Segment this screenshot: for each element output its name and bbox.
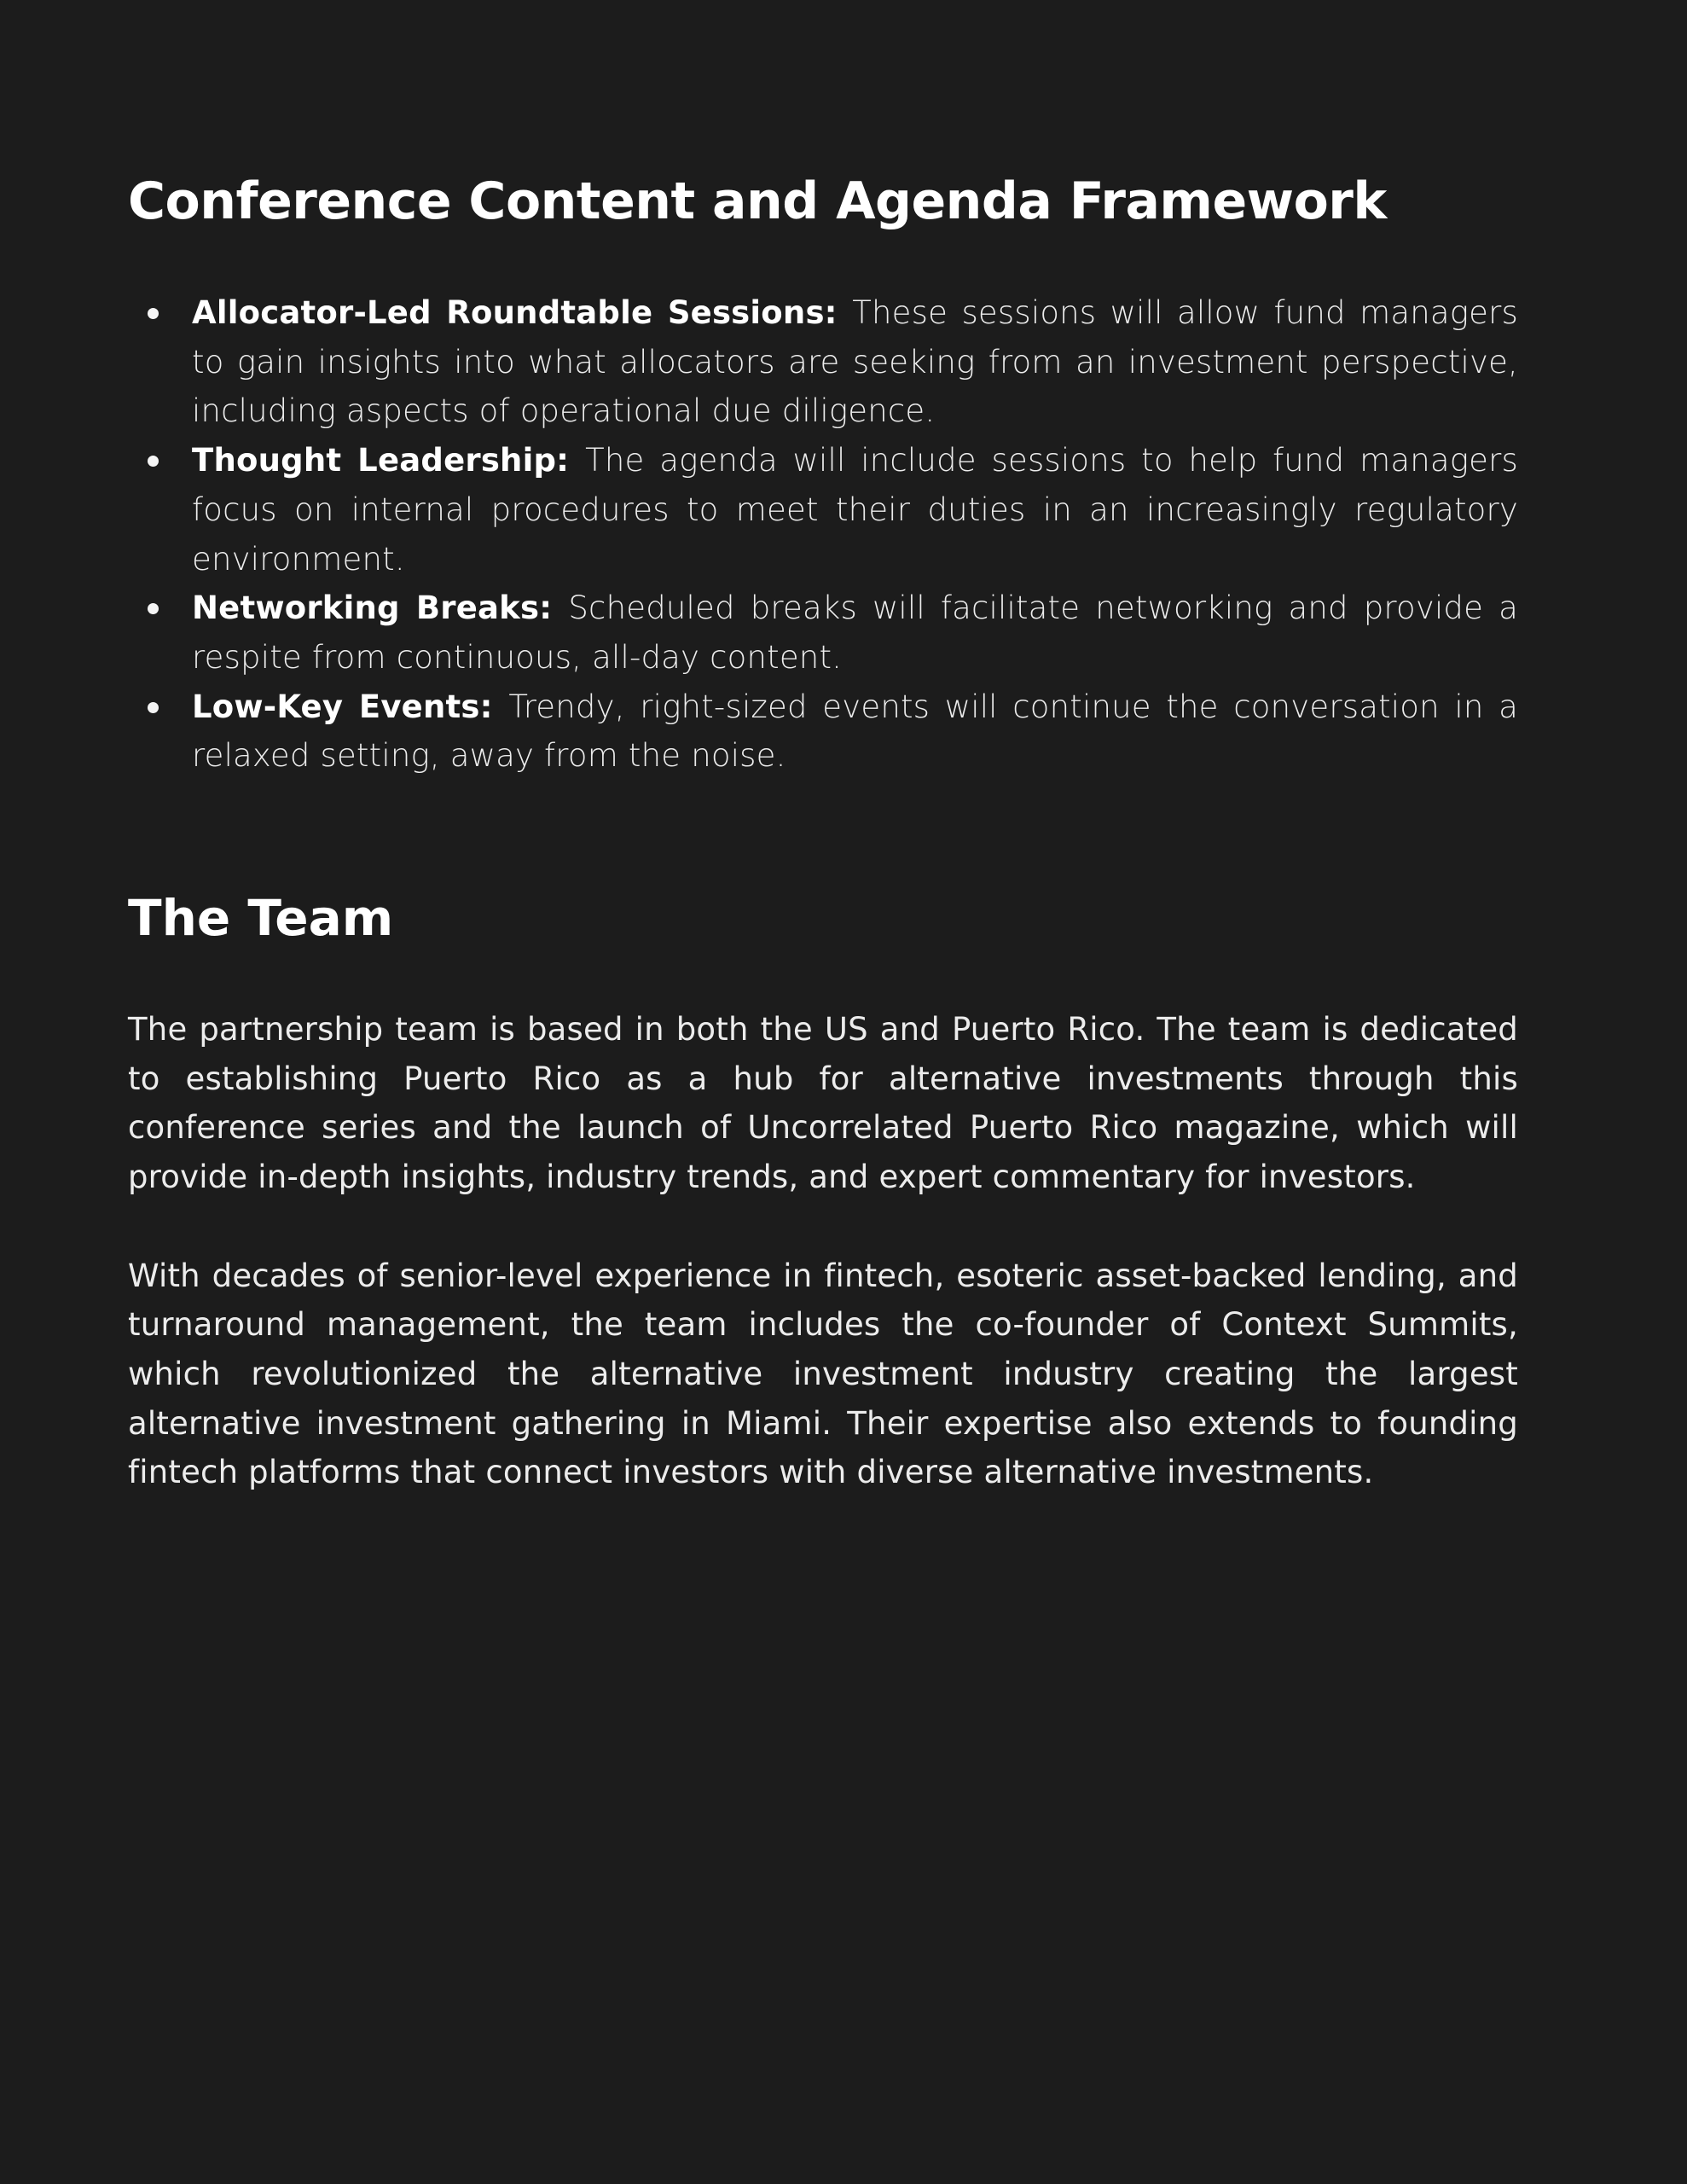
team-section-body <box>128 1005 1518 1547</box>
team-paragraph: The partnership team is based in both the US and Puerto Rico. The team is dedicated to establishing Puerto Rico as a hub for alternative investments through this conference series and the launch of Uncorrelated Puerto Rico magazine, which will provide in-depth insights, industry trends, and expert commentary for investors. <box>128 1011 1518 1196</box>
bullet-icon <box>148 308 159 319</box>
agenda-item-description: Trendy, right-sized events will continue the conversation in a relaxed setting, away from the noise. <box>192 688 1518 775</box>
agenda-item-description: These sessions will allow fund managers to gain insights into what allocators are seeking from an investment perspective, including aspects of operational due diligence. <box>192 294 1519 430</box>
agenda-item-description: The agenda will include sessions to help fund managers focus on internal procedures to meet their duties in an increasingly regulatory environment. <box>192 442 1518 578</box>
team-paragraph: With decades of senior-level experience in fintech, esoteric asset-backed lending, and turnaround management, the team includes the co-founder of Context Summits, which revolutionized the alternative investment industry creating the largest alternative investment gathering in Miami. Their expertise also extends to founding fintech platforms that connect investors with diverse alternative investments. <box>128 1257 1518 1491</box>
bullet-icon <box>148 702 159 713</box>
bullet-icon <box>148 456 159 467</box>
agenda-list-item <box>192 682 1518 781</box>
agenda-list <box>128 288 1518 781</box>
bullet-icon <box>148 603 159 614</box>
agenda-section-title: Conference Content and Agenda Framework <box>128 171 1387 231</box>
agenda-item-term: Allocator-Led Roundtable Sessions: <box>192 294 853 331</box>
agenda-list-item <box>192 288 1518 436</box>
agenda-item-term: Thought Leadership: <box>192 442 586 479</box>
agenda-item-term: Networking Breaks: <box>192 590 569 627</box>
agenda-list-item <box>192 584 1518 682</box>
agenda-list-item <box>192 436 1518 584</box>
team-section-title: The Team <box>128 889 394 947</box>
agenda-item-term: Low-Key Events: <box>192 688 509 725</box>
agenda-item-description: Scheduled breaks will facilitate networking and provide a respite from continuous, all-day content. <box>192 590 1518 676</box>
